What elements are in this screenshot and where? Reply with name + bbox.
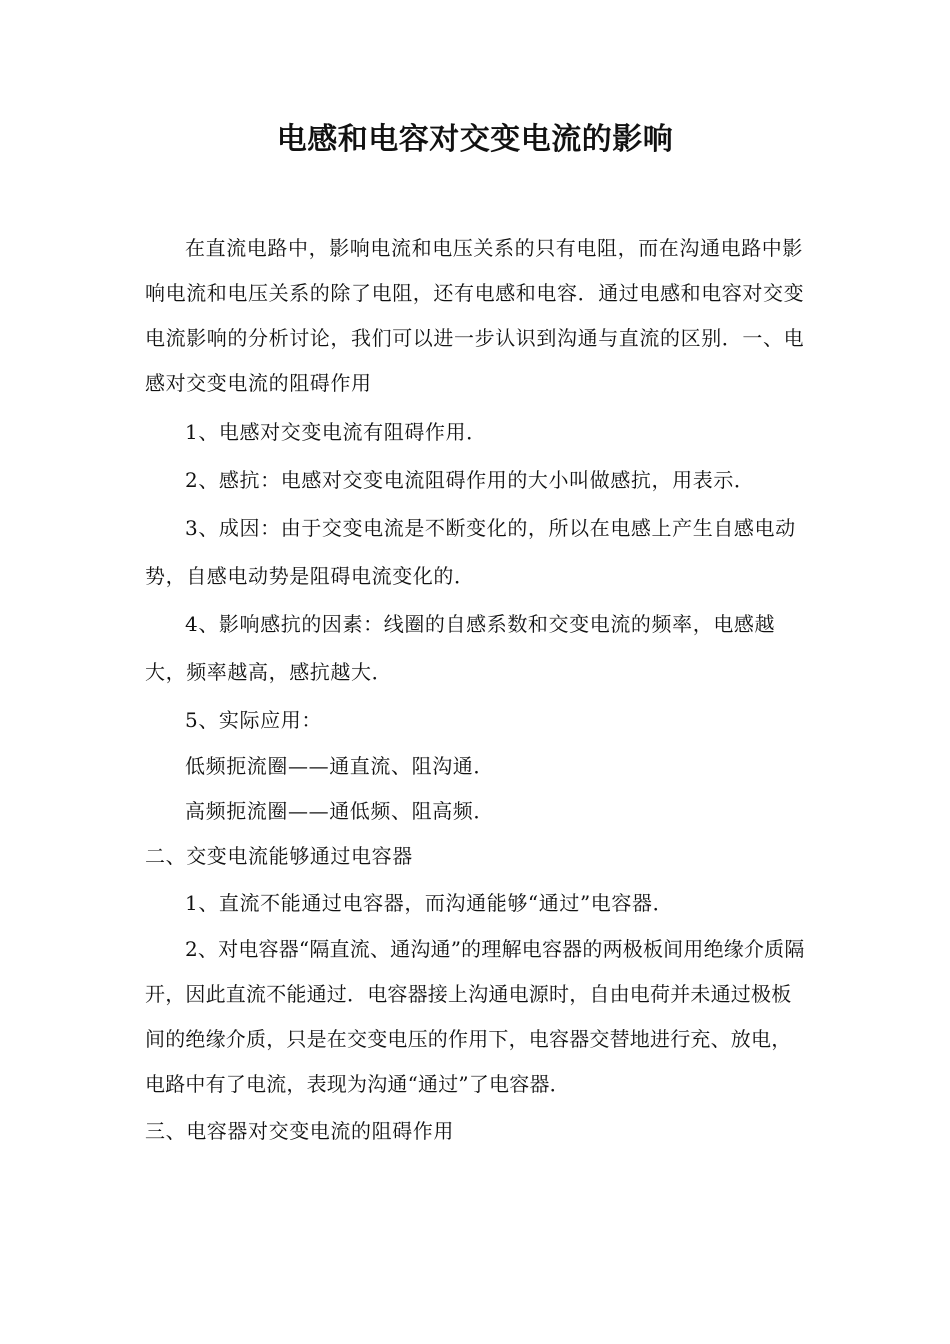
document-title: 电感和电容对交变电流的影响 (276, 122, 674, 157)
paragraph-intro: 在直流电路中，影响电流和电压关系的只有电阻，而在沟通电路中影响电流和电压关系的除了电阻，还有电感和电容．通过电感和电容对交变电流影响的分析讨论，我们可以进一步认识到沟通与直流的区别．一、电感对交变电流的阻碍作用 (145, 236, 805, 395)
paragraph-high-freq-choke: 高频扼流圈——通低频、阻高频． (185, 799, 494, 823)
document-body (145, 226, 808, 1155)
paragraph-inductor-item-3: 3、成因：由于交变电流是不断变化的，所以在电感上产生自感电动势，自感电动势是阻碍电流变化的． (145, 516, 796, 588)
paragraph-inductor-item-4: 4、影响感抗的因素：线圈的自感系数和交变电流的频率，电感越大，频率越高，感抗越大． (145, 612, 776, 684)
section-heading-2: 二、交变电流能够通过电容器 (145, 844, 413, 868)
paragraph-low-freq-choke: 低频扼流圈——通直流、阻沟通． (185, 754, 494, 778)
section-heading-3: 三、电容器对交变电流的阻碍作用 (145, 1119, 454, 1143)
paragraph-inductor-item-2: 2、感抗：电感对交变电流阻碍作用的大小叫做感抗，用表示． (185, 468, 755, 492)
paragraph-capacitor-item-2: 2、对电容器“隔直流、通沟通”的理解电容器的两极板间用绝缘介质隔开，因此直流不能通过．电容器接上沟通电源时，自由电荷并未通过极板间的绝缘介质，只是在交变电压的作用下，电容器交替地进行充、放电，电路中有了电流，表现为沟通“通过”了电容器． (145, 937, 805, 1096)
paragraph-capacitor-item-1: 1、直流不能通过电容器，而沟通能够“通过”电容器． (185, 891, 674, 915)
paragraph-inductor-item-1: 1、电感对交变电流有阻碍作用． (185, 420, 487, 444)
paragraph-inductor-item-5: 5、实际应用： (185, 708, 322, 732)
